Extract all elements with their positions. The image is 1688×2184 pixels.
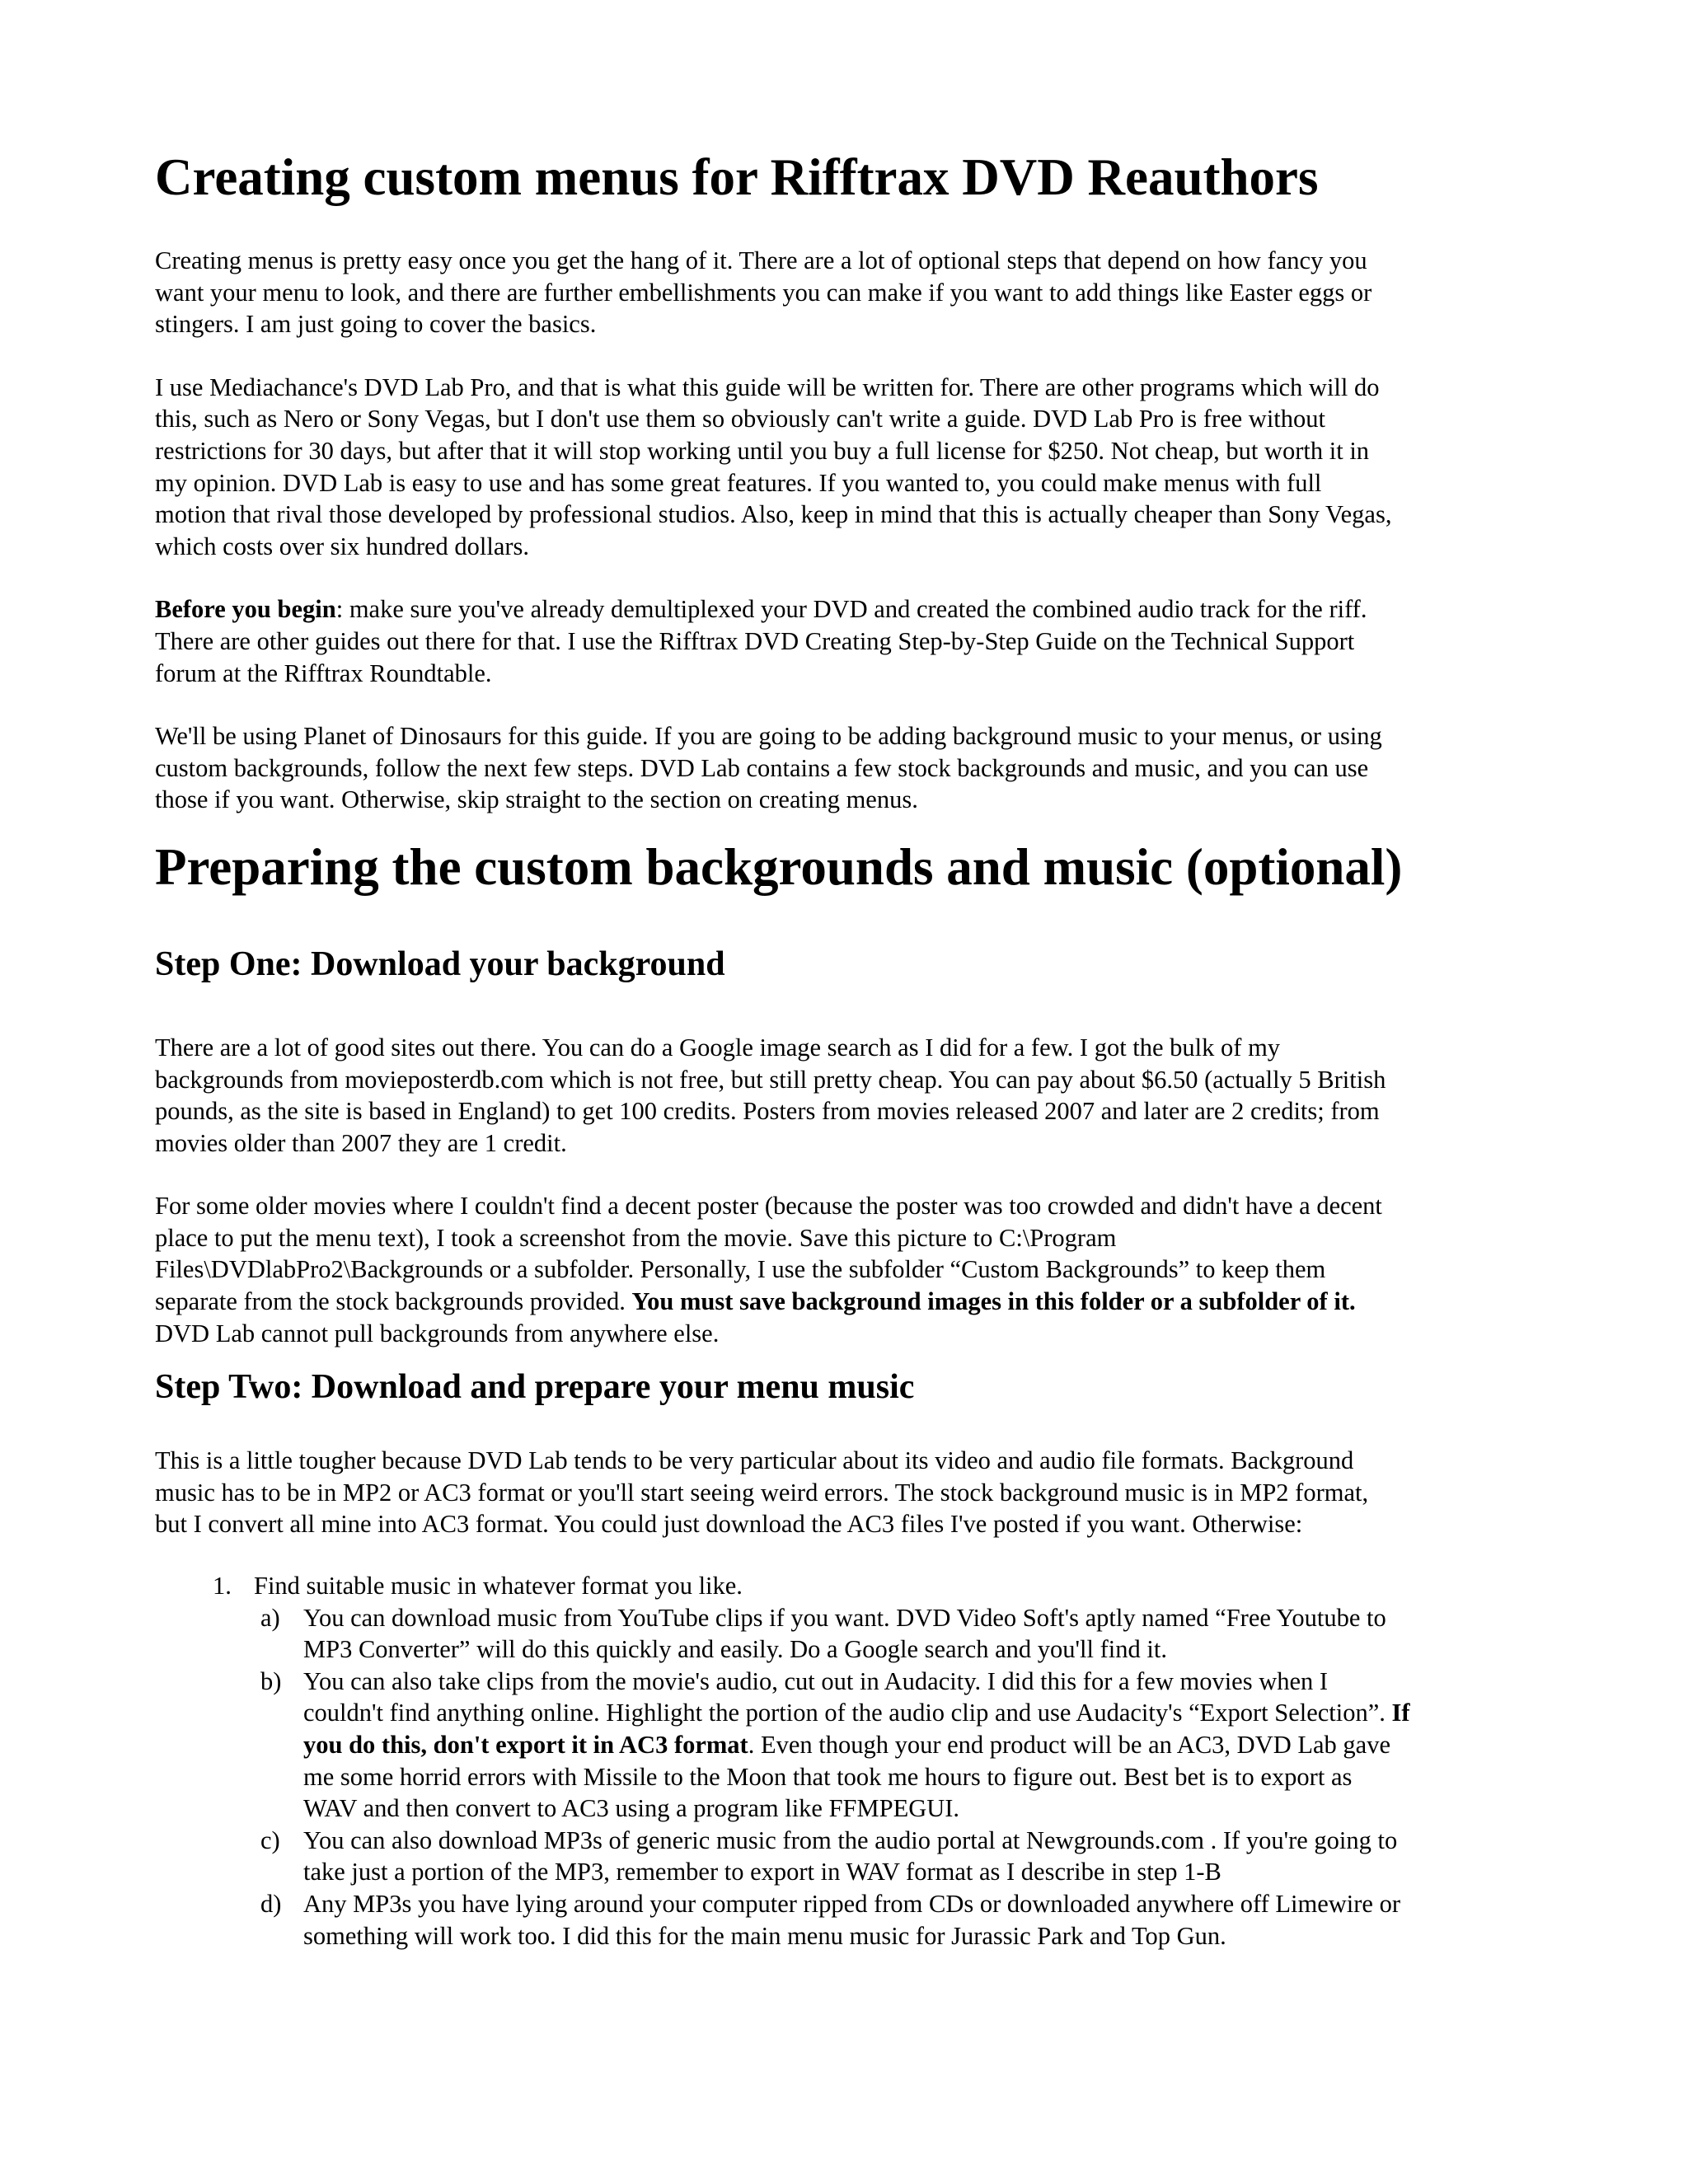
text-line: custom backgrounds, follow the next few steps. DVD Lab contains a few stock backgrounds and music, and you can use [155,753,1369,782]
emphasis-text: you do this, don't export it in AC3 format [303,1731,748,1759]
text-line: backgrounds from movieposterdb.com which is not free, but still pretty cheap. You can pay about $6.50 (actually 5 British [155,1065,1386,1094]
emphasis-text: If [1391,1699,1410,1727]
text-line: MP3 Converter” will do this quickly and easily. Do a Google search and you'll find it. [303,1635,1167,1664]
text-line: Any MP3s you have lying around your computer ripped from CDs or downloaded anywhere off Limewire or [303,1889,1400,1918]
text-line: me some horrid errors with Missile to the Moon that took me hours to figure out. Best bet is to export as [303,1762,1353,1791]
text-line: For some older movies where I couldn't find a decent poster (because the poster was too crowded and didn't have a decent [155,1192,1382,1221]
text-line: music has to be in MP2 or AC3 format or you'll start seeing weird errors. The stock background music is in MP2 format, [155,1478,1369,1507]
text-line: want your menu to look, and there are further embellishments you can make if you want to add things like Easter eggs or [155,278,1372,307]
step-one-paragraph-1 [155,1032,1540,1159]
text-span: couldn't find anything online. Highlight the portion of the audio clip and use Audacity's “Export Selection”. [303,1699,1392,1727]
intro-paragraph-3 [155,593,1540,689]
text-line: take just a portion of the MP3, remember to export in WAV format as I describe in step 1-B [303,1858,1221,1886]
text-line: Files\DVDlabPro2\Backgrounds or a subfolder. Personally, I use the subfolder “Custom Backgrounds” to keep them [155,1255,1326,1284]
list-marker: 1. [213,1572,232,1601]
text-line: forum at the Rifftrax Roundtable. [155,658,492,687]
intro-paragraph-4 [155,720,1540,816]
text-line: WAV and then convert to AC3 using a program like FFMPEGUI. [303,1794,960,1823]
list-item-text: Find suitable music in whatever format you like. [254,1572,743,1601]
text-line: place to put the menu text), I took a screenshot from the movie. Save this picture to C:\Program [155,1223,1117,1252]
text-line: this, such as Nero or Sony Vegas, but I don't use them so obviously can't write a guide. DVD Lab Pro is free without [155,405,1325,434]
text-line: which costs over six hundred dollars. [155,532,530,560]
text-line: We'll be using Planet of Dinosaurs for this guide. If you are going to be adding background music to your menus, or using [155,722,1382,751]
text-line [155,1286,1540,1318]
text-span: . Even though your end product will be an AC3, DVD Lab gave [748,1731,1391,1759]
text-line [155,593,1540,626]
text-line: This is a little tougher because DVD Lab tends to be very particular about its video and audio file formats. Background [155,1446,1354,1475]
sub-item-c [155,1825,1540,1888]
step-one-heading: Step One: Download your background [155,944,725,983]
step-one-paragraph-2 [155,1190,1540,1349]
text-line: restrictions for 30 days, but after that it will stop working until you buy a full license for $250. Not cheap, but worth it in [155,436,1370,465]
sub-item-d [155,1888,1540,1952]
text-line: You can also download MP3s of generic music from the audio portal at Newgrounds.com . If you're going to [303,1825,1398,1854]
text-span: separate from the stock backgrounds provided. [155,1287,632,1316]
text-line: motion that rival those developed by professional studios. Also, keep in mind that this is actually cheaper than Sony Vegas, [155,500,1392,529]
step-two-paragraph-1 [155,1445,1540,1540]
text-line [303,1697,1540,1729]
text-line: those if you want. Otherwise, skip straight to the section on creating menus. [155,785,918,814]
document-title: Creating custom menus for Rifftrax DVD Reauthors [155,148,1319,206]
text-line: Creating menus is pretty easy once you get the hang of it. There are a lot of optional steps that depend on how fancy you [155,246,1367,274]
text-span: : make sure you've already demultiplexed your DVD and created the combined audio track for the riff. [335,595,1367,624]
text-line: pounds, as the site is based in England) to get 100 credits. Posters from movies released 2007 and later are 2 credits; from [155,1097,1380,1126]
emphasis-text: You must save background images in this folder or a subfolder of it. [631,1287,1356,1316]
list-marker: d) [260,1889,282,1918]
list-item-1 [155,1570,1540,1602]
list-marker: c) [260,1825,280,1854]
step-two-heading: Step Two: Download and prepare your menu music [155,1368,915,1407]
text-line: my opinion. DVD Lab is easy to use and has some great features. If you wanted to, you could make menus with full [155,468,1322,497]
text-line: but I convert all mine into AC3 format. You could just download the AC3 files I've posted if you want. Otherwise: [155,1510,1303,1539]
text-line: There are other guides out there for that. I use the Rifftrax DVD Creating Step-by-Step Guide on the Technical Support [155,626,1355,655]
sub-item-a [155,1602,1540,1666]
text-line [303,1729,1540,1761]
text-line: I use Mediachance's DVD Lab Pro, and that is what this guide will be written for. There are other programs which will do [155,373,1380,401]
text-line: something will work too. I did this for the main menu music for Jurassic Park and Top Gun. [303,1921,1226,1950]
text-line: There are a lot of good sites out there. You can do a Google image search as I did for a few. I got the bulk of my [155,1033,1281,1062]
intro-paragraph-2 [155,372,1540,563]
text-line: DVD Lab cannot pull backgrounds from anywhere else. [155,1319,720,1347]
text-line: stingers. I am just going to cover the basics. [155,310,597,339]
text-line: movies older than 2007 they are 1 credit. [155,1128,567,1157]
section-heading: Preparing the custom backgrounds and music (optional) [155,837,1403,896]
document-page [155,144,1540,1952]
text-line: You can download music from YouTube clips if you want. DVD Video Soft's aptly named “Free Youtube to [303,1603,1386,1632]
intro-paragraph-1 [155,245,1540,340]
text-line: You can also take clips from the movie's audio, cut out in Audacity. I did this for a few movies when I [303,1666,1329,1695]
list-marker: b) [260,1666,282,1695]
list-marker: a) [260,1603,280,1632]
sub-item-b [155,1666,1540,1825]
before-you-begin-label: Before you begin [155,595,336,624]
